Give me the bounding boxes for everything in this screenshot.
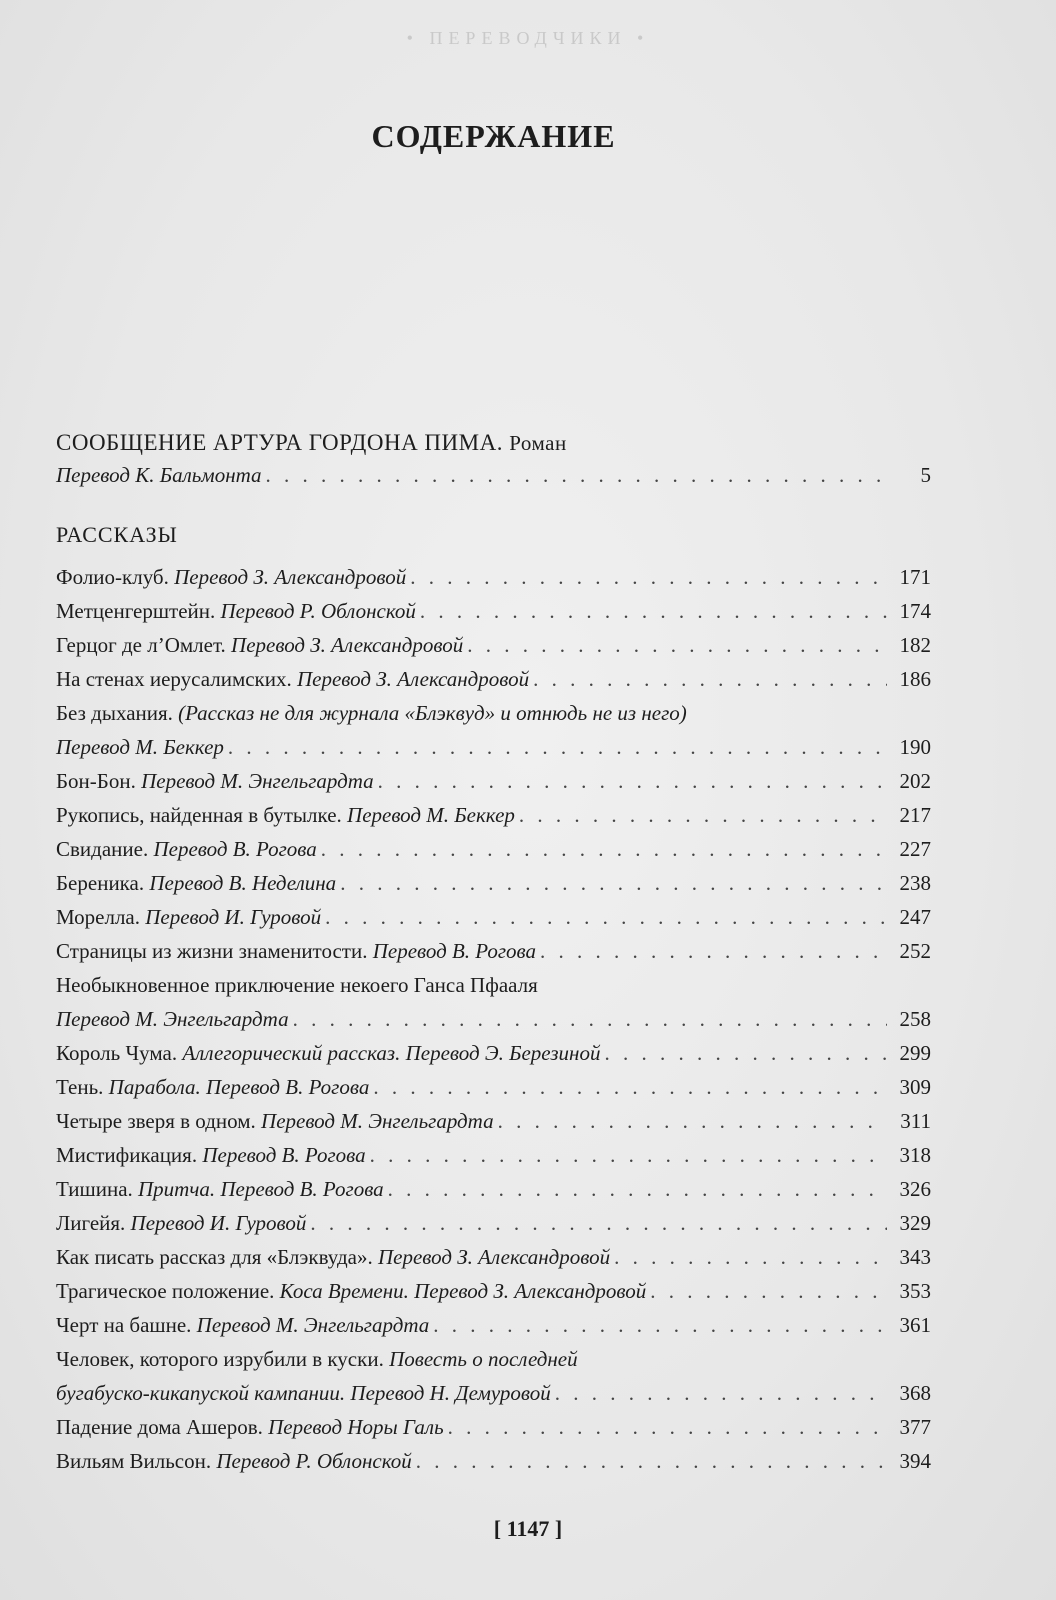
leader-dots xyxy=(533,662,887,696)
leader-dots xyxy=(370,1138,887,1172)
story-note: Перевод З. Александровой xyxy=(174,565,407,589)
toc-entry xyxy=(56,560,931,594)
leader-dots xyxy=(555,1376,887,1410)
story-note: Перевод И. Гуровой xyxy=(145,905,322,929)
leader-dots xyxy=(321,832,887,866)
story-title: Бон-Бон. xyxy=(56,769,136,793)
toc-entry xyxy=(56,1104,931,1138)
story-note: Аллегорический рассказ. Перевод Э. Березиной xyxy=(182,1041,601,1065)
story-note-continued: Перевод М. Беккер xyxy=(56,735,224,759)
novel-section xyxy=(56,428,931,492)
page-number: 299 xyxy=(899,1041,931,1065)
toc-entry xyxy=(56,968,931,1036)
story-title: На стенах иерусалимских. xyxy=(56,667,292,691)
toc-entry xyxy=(56,1036,931,1070)
toc-line xyxy=(56,1240,931,1274)
story-note: Перевод З. Александровой xyxy=(231,633,464,657)
toc-line xyxy=(56,866,931,900)
toc-line xyxy=(56,764,931,798)
toc-line xyxy=(56,662,931,696)
toc-entry xyxy=(56,1138,931,1172)
page-number: 377 xyxy=(899,1415,931,1439)
story-title: Человек, которого изрубили в куски. xyxy=(56,1347,384,1371)
toc-entry xyxy=(56,696,931,764)
story-note: Перевод М. Беккер xyxy=(347,803,515,827)
toc-line xyxy=(56,628,931,662)
page-number: 217 xyxy=(899,803,931,827)
toc-line xyxy=(56,1444,931,1478)
toc-line xyxy=(56,1206,931,1240)
novel-title-line xyxy=(56,428,931,458)
leader-dots xyxy=(325,900,887,934)
novel-entry xyxy=(56,458,931,492)
story-note: Притча. Перевод В. Рогова xyxy=(138,1177,384,1201)
page-number: 326 xyxy=(899,1177,931,1201)
leader-dots xyxy=(266,458,887,492)
story-note: Перевод М. Энгельгардта xyxy=(261,1109,494,1133)
page-title: СОДЕРЖАНИЕ xyxy=(371,118,616,154)
page-number: 258 xyxy=(899,1007,931,1031)
story-title: Необыкновенное приключение некоего Ганса Пфааля xyxy=(56,973,538,997)
story-note: Парабола. Перевод В. Рогова xyxy=(108,1075,370,1099)
leader-dots xyxy=(416,1444,887,1478)
leader-dots xyxy=(540,934,887,968)
leader-dots xyxy=(448,1410,887,1444)
leader-dots xyxy=(519,798,887,832)
leader-dots xyxy=(293,1002,887,1036)
toc-entry xyxy=(56,1308,931,1342)
story-note: Повесть о последней xyxy=(389,1347,578,1371)
page-number: 171 xyxy=(899,565,931,589)
page-number: 182 xyxy=(899,633,931,657)
story-title: Рукопись, найденная в бутылке. xyxy=(56,803,342,827)
toc-entry xyxy=(56,1274,931,1308)
story-title: Вильям Вильсон. xyxy=(56,1449,212,1473)
toc-line xyxy=(56,1376,931,1410)
leader-dots xyxy=(378,764,887,798)
page-number: 343 xyxy=(899,1245,931,1269)
toc-line xyxy=(56,1274,931,1308)
toc-line xyxy=(56,1172,931,1206)
story-note: Перевод М. Энгельгардта xyxy=(141,769,374,793)
toc-line xyxy=(56,1410,931,1444)
leader-dots xyxy=(467,628,887,662)
toc-line xyxy=(56,560,931,594)
leader-dots xyxy=(604,1036,887,1070)
novel-title: СООБЩЕНИЕ АРТУРА ГОРДОНА ПИМА. xyxy=(56,430,503,455)
story-note: Перевод В. Неделина xyxy=(149,871,337,895)
story-note: Перевод З. Александровой xyxy=(377,1245,611,1269)
page-number: 311 xyxy=(900,1109,931,1133)
leader-dots xyxy=(650,1274,887,1308)
story-note: Перевод В. Рогова xyxy=(202,1143,366,1167)
story-title: Лигейя. xyxy=(56,1211,126,1235)
story-title: Мистификация. xyxy=(56,1143,198,1167)
story-note-continued: Перевод М. Энгельгардта xyxy=(56,1007,289,1031)
leader-dots xyxy=(373,1070,887,1104)
story-title: Фолио-клуб. xyxy=(56,565,169,589)
toc-entry xyxy=(56,1070,931,1104)
story-note: Перевод В. Рогова xyxy=(153,837,317,861)
story-note: (Рассказ не для журнала «Блэквуд» и отнюдь не из него) xyxy=(178,701,687,725)
story-note: Перевод Р. Облонской xyxy=(216,1449,412,1473)
leader-dots xyxy=(614,1240,887,1274)
toc-line xyxy=(56,832,931,866)
page-footer-number: [ 1147 ] xyxy=(493,1516,563,1541)
leader-dots xyxy=(410,560,887,594)
page-number: 309 xyxy=(899,1075,931,1099)
page-number: 227 xyxy=(899,837,931,861)
toc-entry xyxy=(56,662,931,696)
novel-translator: Перевод К. Бальмонта xyxy=(56,463,262,487)
toc-line-text xyxy=(56,696,931,730)
story-title: Четыре зверя в одном. xyxy=(56,1109,256,1133)
page-number: 238 xyxy=(899,871,931,895)
stories-heading: РАССКАЗЫ xyxy=(56,522,178,547)
toc-entry xyxy=(56,934,931,968)
leader-dots xyxy=(388,1172,887,1206)
page-number: 252 xyxy=(899,939,931,963)
page-number: 174 xyxy=(899,599,931,623)
story-note: Перевод Норы Галь xyxy=(268,1415,444,1439)
story-note: Перевод В. Рогова xyxy=(372,939,537,963)
toc-line-text xyxy=(56,968,931,1002)
toc-entry xyxy=(56,1172,931,1206)
page-number: 247 xyxy=(899,905,931,929)
story-note-continued: бугабуско-кикапуской кампании. Перевод Н. Демуровой xyxy=(56,1381,551,1405)
page-number: 353 xyxy=(899,1279,931,1303)
page-number: 329 xyxy=(899,1211,931,1235)
toc-line-text xyxy=(56,1342,931,1376)
toc-entry xyxy=(56,866,931,900)
story-title: Герцог де л’Омлет. xyxy=(56,633,226,657)
toc-line xyxy=(56,594,931,628)
story-note: Перевод Р. Облонской xyxy=(220,599,416,623)
leader-dots xyxy=(498,1104,887,1138)
toc-entry xyxy=(56,594,931,628)
story-title: Как писать рассказ для «Блэквуда». xyxy=(56,1245,373,1269)
story-title: Трагическое положение. xyxy=(56,1279,275,1303)
toc-entry xyxy=(56,900,931,934)
story-title: Король Чума. xyxy=(56,1041,178,1065)
story-title: Свидание. xyxy=(56,837,149,861)
leader-dots xyxy=(340,866,887,900)
stories-list xyxy=(56,560,931,1478)
leader-dots xyxy=(420,594,887,628)
toc-line xyxy=(56,1138,931,1172)
page-number: 368 xyxy=(899,1381,931,1405)
running-header: • ПЕРЕВОДЧИКИ • xyxy=(406,28,650,48)
story-title: Тишина. xyxy=(56,1177,133,1201)
page-number: 394 xyxy=(899,1449,931,1473)
story-title: Страницы из жизни знаменитости. xyxy=(56,939,368,963)
toc-entry xyxy=(56,1410,931,1444)
story-note: Перевод И. Гуровой xyxy=(130,1211,307,1235)
toc-line xyxy=(56,1002,931,1036)
leader-dots xyxy=(433,1308,887,1342)
story-title: Тень. xyxy=(56,1075,104,1099)
story-title: Без дыхания. xyxy=(56,701,173,725)
leader-dots xyxy=(228,730,887,764)
page-number: 186 xyxy=(899,667,931,691)
page-number: 190 xyxy=(899,735,931,759)
story-note: Перевод З. Александровой xyxy=(297,667,530,691)
toc-entry xyxy=(56,1342,931,1410)
story-note: Коса Времени. Перевод З. Александровой xyxy=(279,1279,647,1303)
toc-line xyxy=(56,1104,931,1138)
story-note: Перевод М. Энгельгардта xyxy=(196,1313,430,1337)
page-number: 5 xyxy=(920,463,931,487)
toc-line xyxy=(56,1070,931,1104)
toc-entry xyxy=(56,832,931,866)
page-number: 318 xyxy=(899,1143,931,1167)
toc-entry xyxy=(56,628,931,662)
story-title: Метценгерштейн. xyxy=(56,599,216,623)
story-title: Морелла. xyxy=(56,905,140,929)
toc-line xyxy=(56,900,931,934)
story-title: Береника. xyxy=(56,871,145,895)
novel-kind: Роман xyxy=(509,431,567,455)
toc-line xyxy=(56,798,931,832)
toc-entry xyxy=(56,764,931,798)
story-title: Черт на башне. xyxy=(56,1313,192,1337)
story-title: Падение дома Ашеров. xyxy=(56,1415,263,1439)
toc-entry xyxy=(56,798,931,832)
leader-dots xyxy=(310,1206,887,1240)
page-number: 202 xyxy=(899,769,931,793)
toc-line xyxy=(56,934,931,968)
toc-entry xyxy=(56,1444,931,1478)
page-number: 361 xyxy=(899,1313,931,1337)
toc-entry xyxy=(56,1240,931,1274)
toc-line xyxy=(56,730,931,764)
toc-entry xyxy=(56,1206,931,1240)
toc-line xyxy=(56,1036,931,1070)
toc-line xyxy=(56,1308,931,1342)
